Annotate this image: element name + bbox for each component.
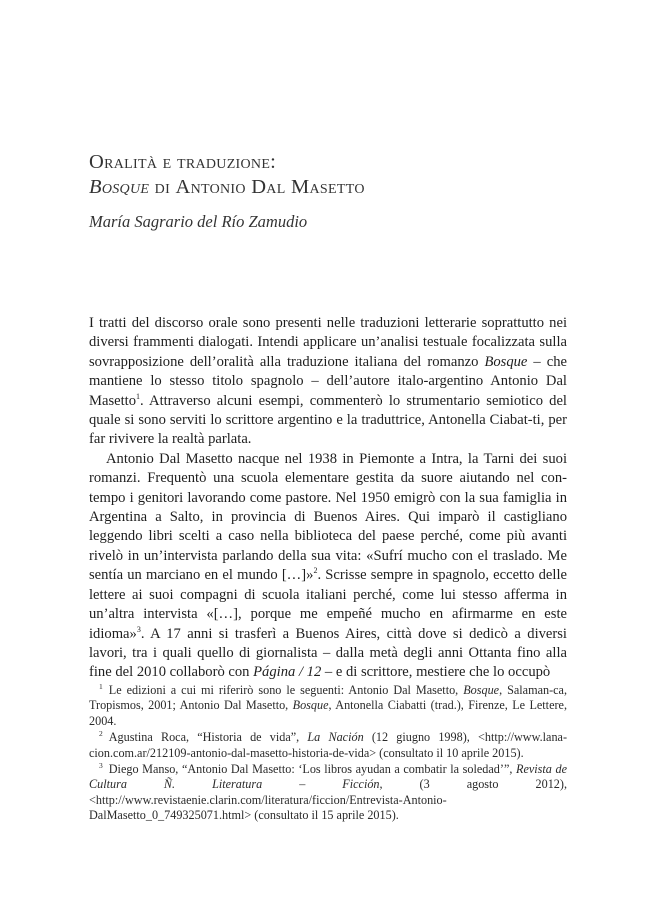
p2-italic-pagina12: Página / 12	[253, 664, 322, 681]
footnote-text: , Antonella Ciabatti (trad.), Firenze, Le Lettere, 2004.	[89, 698, 567, 728]
footnote-italic: La Nación	[307, 730, 364, 745]
footnote-number: 2	[99, 729, 103, 739]
paragraph-2	[89, 450, 567, 683]
footnote-2	[89, 730, 567, 761]
footnote-text: (12 giugno 1998), <http://www.lana-cion.com.ar/212109-antonio-dal-masetto-historia-de-vida> (consultato il 10 aprile 2015).	[89, 730, 568, 760]
title-work-bosque: Bosque	[89, 176, 150, 198]
footnote-text: Diego Manso, “Antonio Dal Masetto: ‘Los libros ayudan a combatir la soledad’”,	[108, 762, 517, 777]
footnote-text: Le edizioni a cui mi riferirò sono le seguenti: Antonio Dal Masetto,	[108, 683, 464, 697]
footnote-text: , Salaman-ca, Tropismos, 2001; Antonio Dal Masetto,	[89, 683, 568, 713]
p1-text-3: . Attraverso alcuni esempi, commenterò lo strumentario semiotico del quale si sono serviti lo scrittore argentino e la traduttrice, Antonella Ciabat-ti, per far rivivere la realtà parlata.	[89, 392, 567, 448]
footnote-ref-3[interactable]: 3	[136, 624, 141, 634]
body-text	[89, 314, 567, 683]
footnote-text: Agustina Roca, “Historia de vida”,	[108, 730, 308, 745]
p2-text-3: . A 17 anni si trasferì a Buenos Aires, città dove si dedicò a diversi lavori, tra i quali quello di giornalista – dalla metà degli anni Ottanta fino alla fine del 2010 collaborò con	[89, 625, 567, 681]
footnote-number: 3	[99, 760, 103, 770]
footnote-number: 1	[99, 681, 103, 691]
chapter-title	[89, 150, 569, 200]
title-author-name: Antonio Dal Masetto	[175, 176, 365, 198]
title-line-1	[89, 150, 569, 175]
footnote-text: (3 agosto 2012), <http://www.revistaenie.clarin.com/literatura/ficcion/Entrevista-Antonio-DalMasetto_0_749325071.html> (consultato il 15 aprile 2015).	[89, 777, 568, 823]
title-word-oralita: Oralità	[89, 151, 158, 173]
footnote-ref-1[interactable]: 1	[136, 391, 141, 401]
title-connector-e: e	[162, 151, 172, 173]
p1-italic-bosque: Bosque	[484, 353, 528, 370]
title-connector-di: di	[154, 176, 171, 198]
footnote-ref-2[interactable]: 2	[313, 566, 318, 576]
footnote-italic: Bosque	[463, 683, 500, 697]
footnote-italic: Bosque	[292, 698, 329, 713]
footnote-1	[89, 683, 567, 729]
footnote-3	[89, 762, 567, 824]
title-word-traduzione: traduzione:	[176, 151, 277, 173]
p1-text-1: I tratti del discorso orale sono presenti nelle traduzioni letterarie soprattutto nei diversi frammenti dialogati. Intendi applicare un’analisi testuale focalizzata sulla sovrapposizione dell’oralità alla traduzione italiana del romanzo	[89, 315, 567, 370]
article-author: María Sagrario del Río Zamudio	[89, 212, 308, 231]
paragraph-1	[89, 314, 567, 450]
p1-text-2: – che mantiene lo stesso titolo spagnolo – dell’autore italo-argentino Antonio Dal Masetto	[89, 353, 567, 409]
p2-text-4: – e di scrittore, mestiere che lo occupò	[321, 664, 551, 681]
p2-text-2: . Scrisse sempre in spagnolo, eccetto delle lettere ai suoi compagni di scuola italiani perché, come lui stesso afferma in un’altra intervista «[…], porque me empeñé mucho en afirmarme en este idioma»	[89, 567, 567, 642]
footnote-italic: Revista de Cultura Ñ. Literatura – Ficción,	[89, 762, 567, 792]
title-line-2	[89, 175, 569, 200]
p2-text-1: Antonio Dal Masetto nacque nel 1938 in Piemonte a Intra, la Tarni dei suoi romanzi. Frequentò una scuola elementare gestita da suore aiutando nel con-tempo i genitori lavorando come pastore. Nel 1950 emigrò con la sua famiglia in Argentina a Salto, in provincia di Buenos Aires. Qui imparò il castigliano leggendo libri scelti a caso nella biblioteca del paese perché, come più avanti rivelò in un’intervista parlando della sua vita: «Sufrí mucho con el traslado. Me sentía un marciano en el mundo […]»	[89, 450, 567, 584]
footnotes	[89, 683, 567, 825]
